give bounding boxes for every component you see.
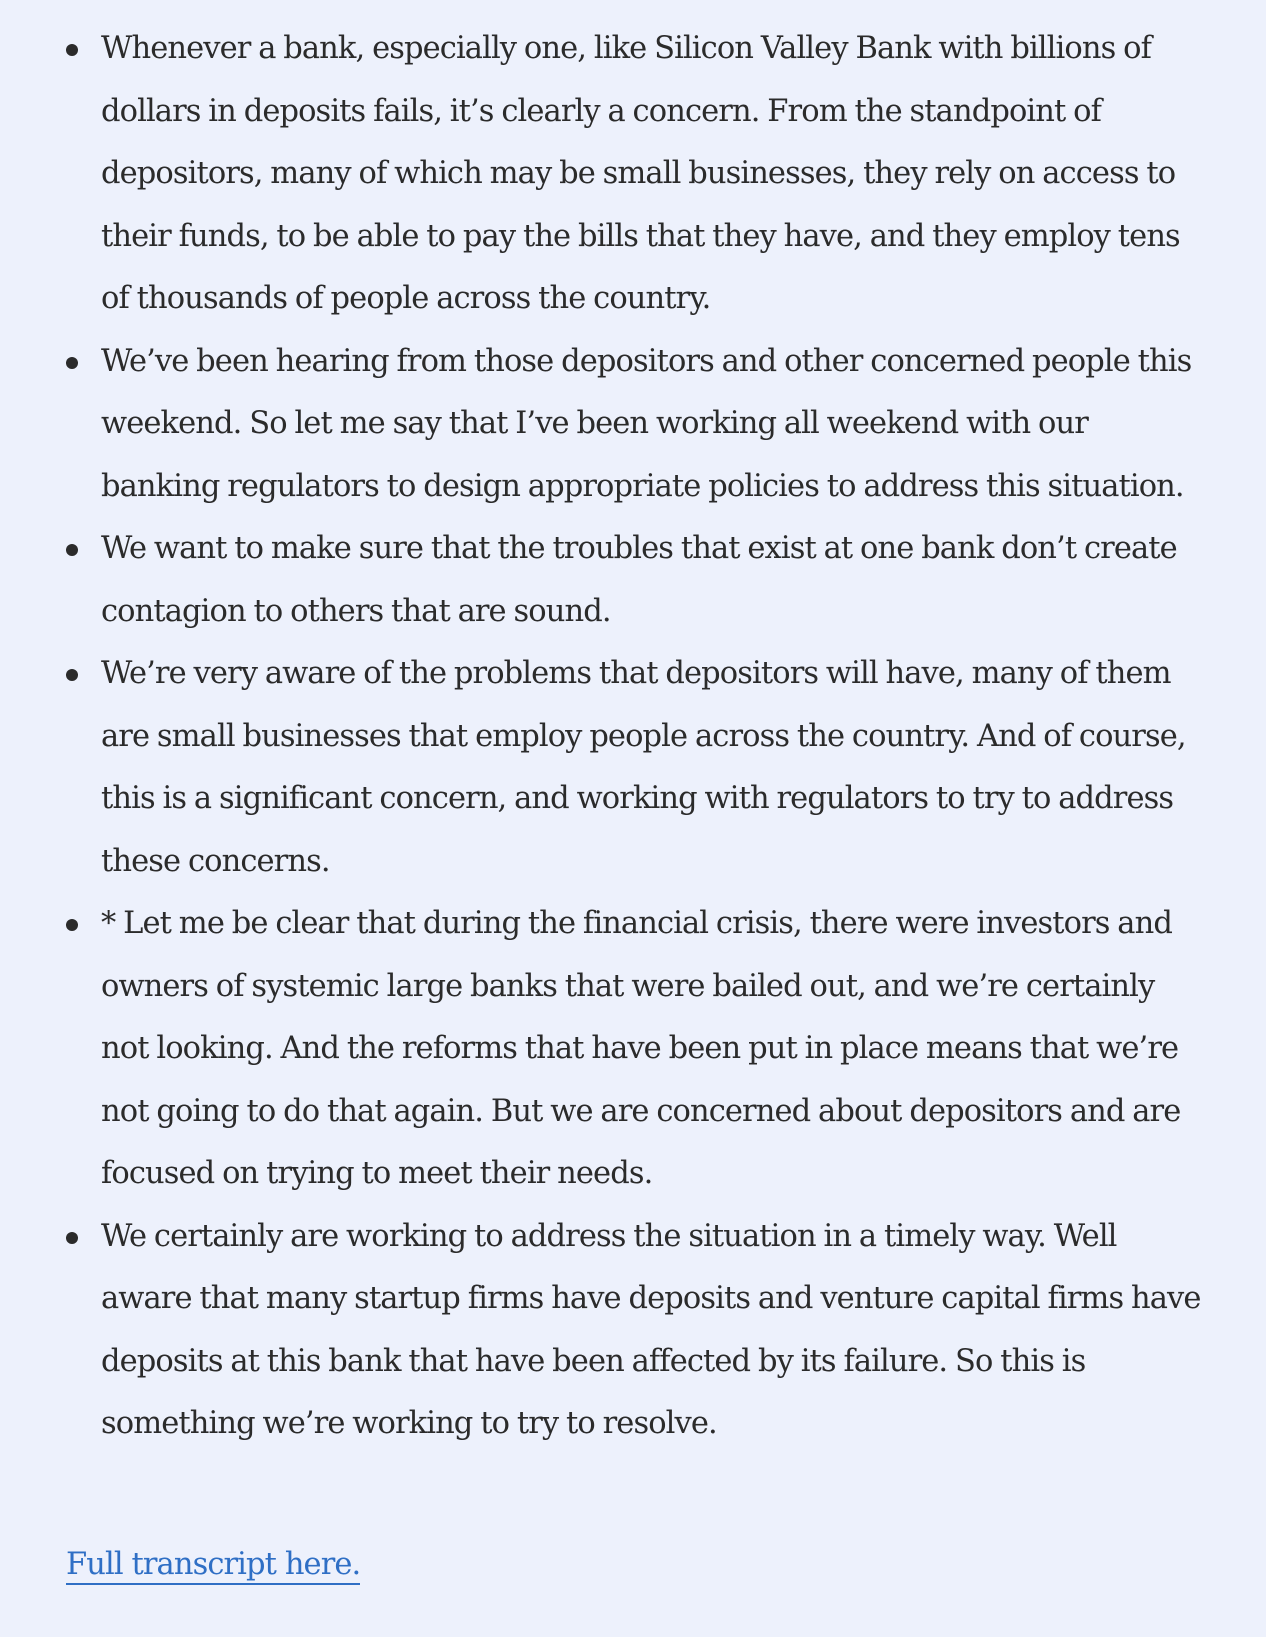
full-transcript-link[interactable]: Full transcript here. (66, 1547, 360, 1585)
transcript-link-paragraph (66, 1547, 360, 1582)
bullet-text: We’re very aware of the problems that depositors will have, many of them are small businesses that employ people across the country. And of course, this is a significant concern, and working with regulators to try to address these concerns. (101, 656, 1186, 879)
quote-bullet-list (0, 18, 1266, 1456)
bullet-text: Whenever a bank, especially one, like Silicon Valley Bank with billions of dollars in deposits fails, it’s clearly a concern. From the standpoint of depositors, many of which may be small businesses, they rely on access to their funds, to be able to pay the bills that they have, and they employ tens of thousands of people across the country. (101, 31, 1180, 316)
bullet-dot-icon (66, 357, 78, 369)
bullet-dot-icon (66, 669, 78, 681)
bullet-item (0, 1206, 1266, 1456)
bullet-item (0, 893, 1266, 1206)
bullet-item (0, 18, 1266, 331)
bullet-text: We certainly are working to address the situation in a timely way. Well aware that many startup firms have deposits and venture capital firms have deposits at this bank that have been affected by its failure. So this is something we’re working to try to resolve. (101, 1218, 1201, 1441)
bullet-item (0, 643, 1266, 893)
article-body (0, 18, 1266, 1456)
bullet-item (0, 331, 1266, 519)
bullet-text: We want to make sure that the troubles that exist at one bank don’t create contagion to others that are sound. (101, 531, 1177, 629)
bullet-text: * Let me be clear that during the financial crisis, there were investors and owners of systemic large banks that were bailed out, and we’re certainly not looking. And the reforms that have been put in place means that we’re not going to do that again. But we are concerned about depositors and are focused on trying to meet their needs. (101, 906, 1181, 1191)
bullet-item (0, 518, 1266, 643)
bullet-dot-icon (66, 544, 78, 556)
bullet-dot-icon (66, 44, 78, 56)
bullet-dot-icon (66, 919, 78, 931)
bullet-text: We’ve been hearing from those depositors and other concerned people this weekend. So let me say that I’ve been working all weekend with our banking regulators to design appropriate policies to address this situation. (101, 343, 1192, 504)
bullet-dot-icon (66, 1232, 78, 1244)
